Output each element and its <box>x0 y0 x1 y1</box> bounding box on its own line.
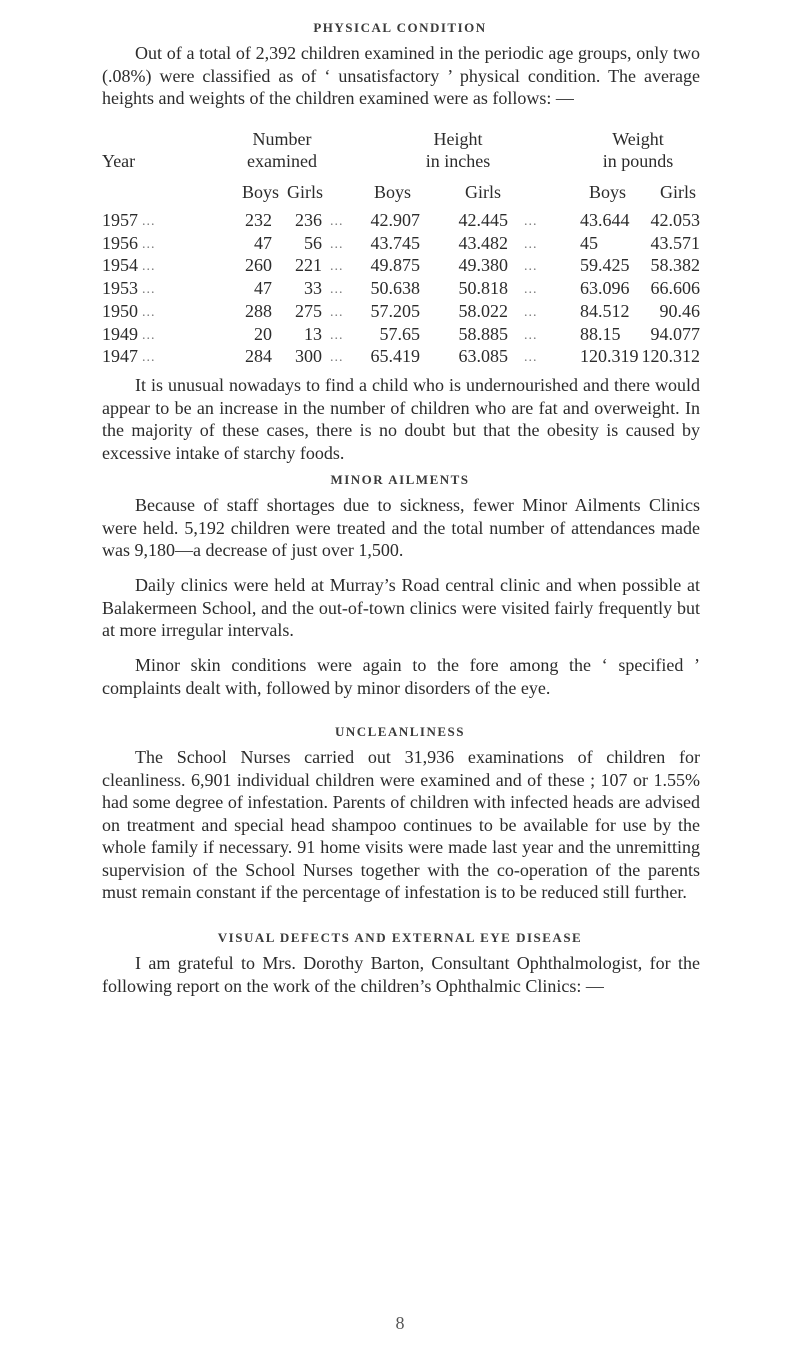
cell-year: 1954 <box>102 255 138 276</box>
cell-weight-boys: 120.319 <box>580 346 639 367</box>
heading-minor-ailments: MINOR AILMENTS <box>330 472 470 487</box>
cell-year: 1956 <box>102 232 138 253</box>
cell-height-boys: 57.65 <box>379 323 420 344</box>
cell-number-girls: 56 <box>304 232 322 253</box>
header-height: Height <box>433 129 483 149</box>
cell-number-boys: 20 <box>254 323 272 344</box>
leader-number: ... <box>330 304 344 320</box>
leader-height: ... <box>524 282 538 298</box>
cell-number-boys: 260 <box>245 255 272 276</box>
minor-ailments-paragraph-2: Daily clinics were held at Murray’s Road central clinic and when possible at Balakermeen School, and the out-of-town clinics were visited fairly frequently but at more irregular intervals. <box>102 575 700 640</box>
leader-year: ... <box>142 214 156 229</box>
cell-year: 1947 <box>102 346 138 367</box>
cell-weight-girls: 58.382 <box>650 255 700 276</box>
cell-number-girls: 300 <box>295 346 322 367</box>
cell-height-boys: 42.907 <box>370 210 420 230</box>
cell-weight-girls: 42.053 <box>650 210 700 230</box>
subheader-number-girls: Girls <box>287 182 323 202</box>
cell-weight-girls: 43.571 <box>650 232 700 253</box>
cell-year: 1953 <box>102 278 138 299</box>
leader-number: ... <box>330 236 344 252</box>
leader-number: ... <box>330 259 344 275</box>
cell-number-girls: 275 <box>295 300 322 321</box>
leader-year: ... <box>142 282 156 298</box>
cell-height-girls: 63.085 <box>458 346 508 367</box>
leader-height: ... <box>524 327 538 343</box>
subheader-number-boys: Boys <box>242 182 280 202</box>
leader-year: ... <box>142 304 156 320</box>
cell-height-boys: 43.745 <box>370 232 420 253</box>
cell-number-girls: 221 <box>295 255 322 276</box>
cell-weight-girls: 66.606 <box>650 278 700 299</box>
cell-weight-boys: 84.512 <box>580 300 630 321</box>
leader-year: ... <box>142 236 156 252</box>
cell-year: 1949 <box>102 323 138 344</box>
cell-height-girls: 43.482 <box>458 232 508 253</box>
leader-number: ... <box>330 214 344 229</box>
minor-ailments-paragraph-3: Minor skin conditions were again to the fore among the ‘ specified ’ complaints dealt with, followed by minor disorders of the eye. <box>102 655 700 698</box>
subheader-weight-boys: Boys <box>589 182 627 202</box>
cell-year: 1957 <box>102 210 138 230</box>
subheader-weight-girls: Girls <box>660 182 696 202</box>
cell-height-boys: 49.875 <box>370 255 420 276</box>
minor-ailments-paragraph-1: Because of staff shortages due to sickness, fewer Minor Ailments Clinics were held. 5,192 children were treated and the total number of attendances made was 9,180—a decrease of just over 1,500. <box>102 495 700 560</box>
obesity-paragraph: It is unusual nowadays to find a child who is undernourished and there would appear to be an increase in the number of children who are fat and overweight. In the majority of these cases, there is no doubt but that the obesity is caused by excessive intake of starchy foods. <box>102 375 700 463</box>
leader-number: ... <box>330 327 344 343</box>
heading-uncleanliness: UNCLEANLINESS <box>334 724 466 739</box>
cell-number-boys: 284 <box>245 346 272 367</box>
cell-weight-boys: 45 <box>580 232 598 253</box>
visual-defects-paragraph: I am grateful to Mrs. Dorothy Barton, Consultant Ophthalmologist, for the following report on the work of the children’s Ophthalmic Clinics: — <box>102 953 700 996</box>
cell-weight-boys: 88.15 <box>580 323 621 344</box>
cell-height-girls: 58.022 <box>458 300 508 321</box>
cell-height-girls: 50.818 <box>458 278 508 299</box>
header-number: Number <box>252 129 312 149</box>
uncleanliness-paragraph: The School Nurses carried out 31,936 examinations of children for cleanliness. 6,901 individual children were examined and of these ; 107 or 1.55% had some degree of infestation. Parents of children with infected heads are advised on treatment and special head shampoo continues to be available for use by the whole family if necessary. 91 home visits were made last year and the unremitting supervision of the School Nurses together with the co-operation of the parents must remain constant if the percentage of infestation is to be reduced still further. <box>102 747 700 902</box>
heading-physical-condition: PHYSICAL CONDITION <box>313 20 487 35</box>
heading-visual-defects: VISUAL DEFECTS AND EXTERNAL EYE DISEASE <box>217 930 583 945</box>
leader-height: ... <box>524 259 538 275</box>
page-number: 8 <box>395 1313 405 1333</box>
intro-paragraph: Out of a total of 2,392 children examined in the periodic age groups, only two (.08%) were classified as of ‘ unsatisfactory ’ physical condition. The average heights and weights of the children examined were as follows: — <box>102 43 700 108</box>
leader-number: ... <box>330 350 344 366</box>
leader-height: ... <box>524 350 538 366</box>
leader-height: ... <box>524 236 538 252</box>
header-in-pounds: in pounds <box>602 151 674 171</box>
cell-weight-girls: 120.312 <box>641 346 700 367</box>
cell-year: 1950 <box>102 300 138 321</box>
cell-number-boys: 232 <box>245 210 272 230</box>
leader-year: ... <box>142 259 156 275</box>
cell-height-boys: 57.205 <box>370 300 420 321</box>
cell-height-girls: 49.380 <box>458 255 508 276</box>
cell-number-boys: 288 <box>245 300 272 321</box>
cell-weight-boys: 43.644 <box>580 210 630 230</box>
cell-height-boys: 50.638 <box>370 278 420 299</box>
cell-number-boys: 47 <box>254 278 272 299</box>
leader-year: ... <box>142 350 156 366</box>
cell-height-girls: 58.885 <box>458 323 508 344</box>
cell-number-girls: 13 <box>304 323 322 344</box>
header-in-inches: in inches <box>425 151 491 171</box>
cell-weight-girls: 90.46 <box>659 300 700 321</box>
cell-number-girls: 236 <box>295 210 322 230</box>
header-weight: Weight <box>612 129 664 149</box>
leader-height: ... <box>524 214 538 229</box>
leader-number: ... <box>330 282 344 298</box>
cell-weight-boys: 59.425 <box>580 255 630 276</box>
header-examined: examined <box>247 151 317 171</box>
subheader-height-boys: Boys <box>374 182 412 202</box>
leader-height: ... <box>524 304 538 320</box>
cell-weight-boys: 63.096 <box>580 278 630 299</box>
header-year: Year <box>102 151 136 171</box>
cell-height-girls: 42.445 <box>458 210 508 230</box>
leader-year: ... <box>142 327 156 343</box>
cell-weight-girls: 94.077 <box>650 323 700 344</box>
cell-height-boys: 65.419 <box>370 346 420 367</box>
subheader-height-girls: Girls <box>465 182 501 202</box>
cell-number-girls: 33 <box>304 278 322 299</box>
cell-number-boys: 47 <box>254 232 272 253</box>
